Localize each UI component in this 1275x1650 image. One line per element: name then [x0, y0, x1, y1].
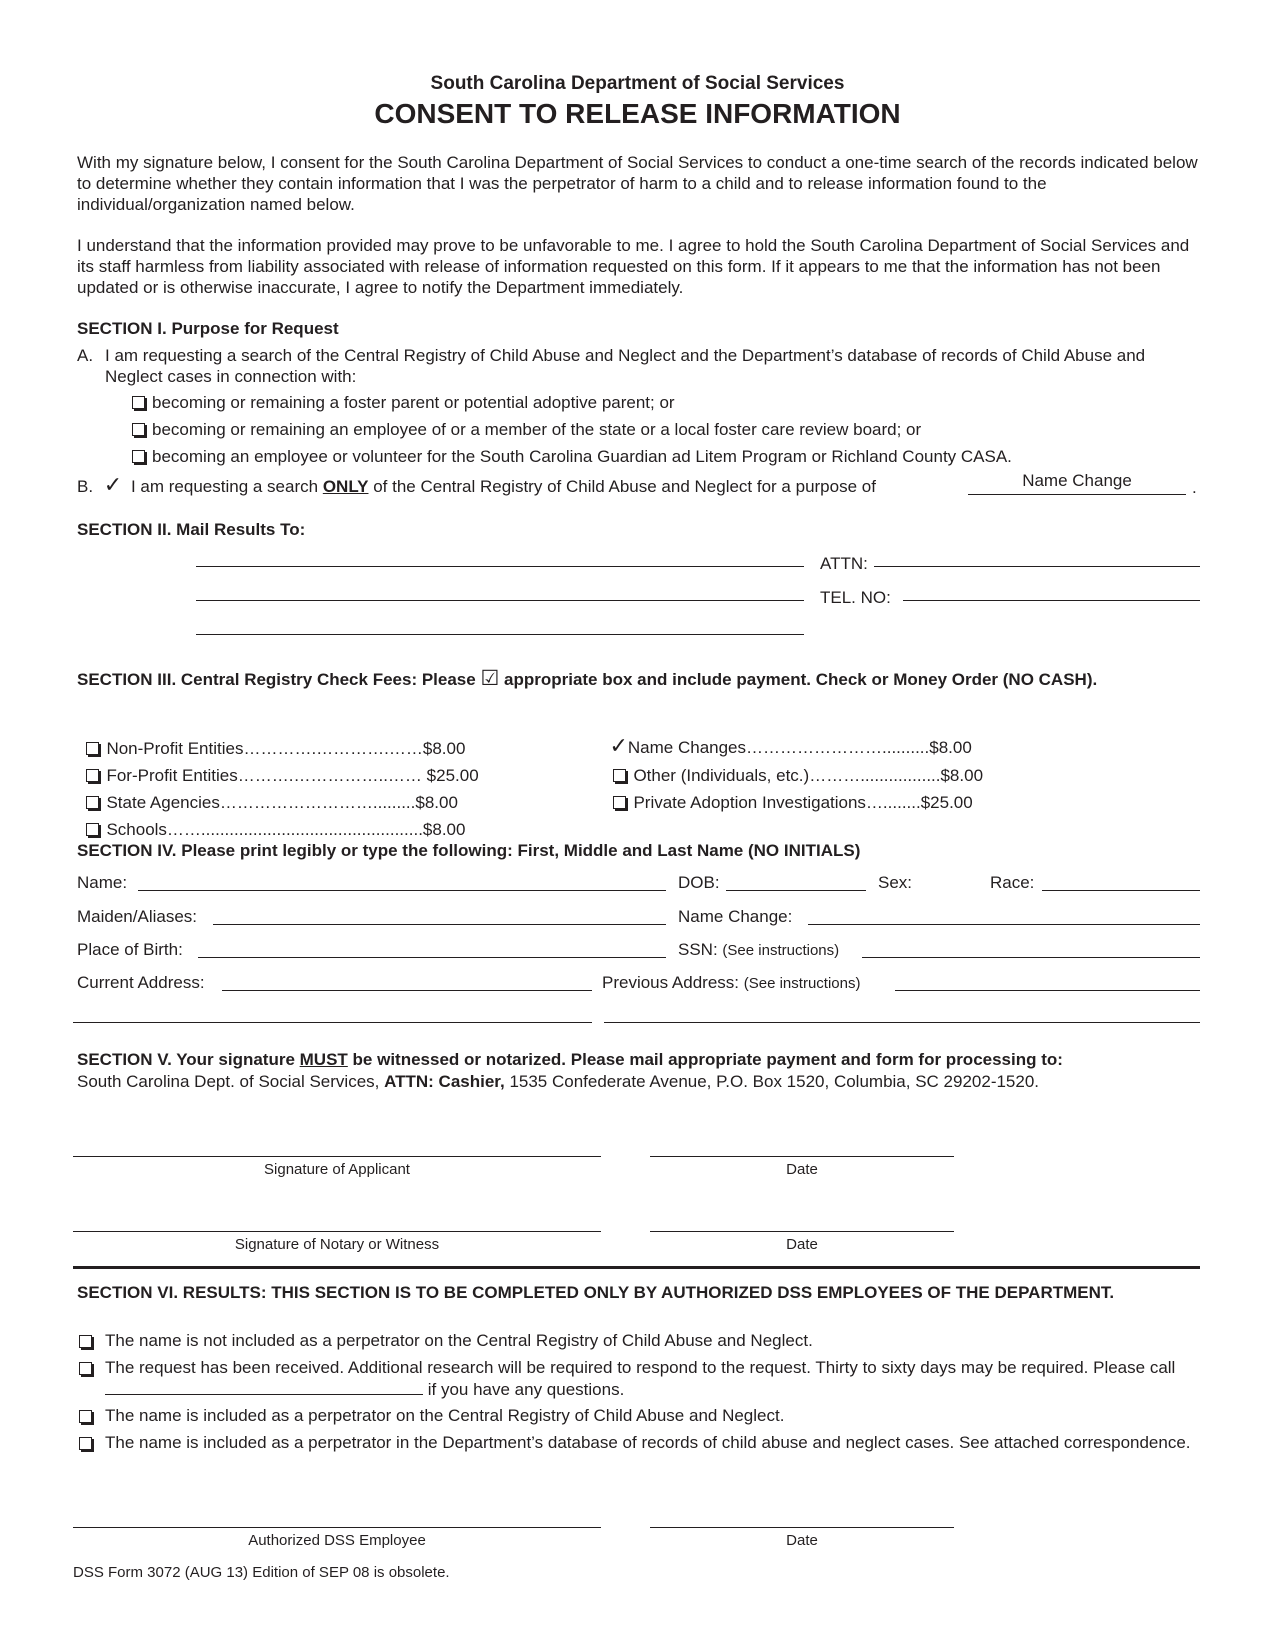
section-4-heading: SECTION IV. Please print legibly or type the following: First, Middle and Last Name (NO INITIALS): [77, 841, 861, 860]
checkbox[interactable]: [132, 396, 145, 409]
mail-line-3[interactable]: [196, 634, 804, 635]
dob-label: DOB:: [678, 873, 720, 892]
applicant-signature-field[interactable]: [73, 1156, 601, 1157]
attn-field[interactable]: [874, 566, 1200, 567]
name-field[interactable]: [138, 890, 666, 891]
notary-date-label: Date: [786, 1236, 818, 1253]
purpose-option-foster[interactable]: becoming or remaining a foster parent or potential adoptive parent; or: [132, 392, 675, 413]
checkbox[interactable]: [613, 796, 626, 809]
notary-signature-field[interactable]: [73, 1231, 601, 1232]
previous-address-label-row: Previous Address: (See instructions): [602, 973, 861, 992]
race-label: Race:: [990, 873, 1035, 892]
current-address-label: Current Address:: [77, 973, 205, 992]
checkmark-icon[interactable]: ✓: [609, 734, 628, 759]
checkbox[interactable]: [86, 823, 99, 836]
applicant-date-label: Date: [786, 1161, 818, 1178]
race-field[interactable]: [1042, 890, 1200, 891]
ssn-field[interactable]: [862, 957, 1200, 958]
section-1-b-row: B. ✓ I am requesting a search ONLY of the Central Registry of Child Abuse and Neglect for a purpose of: [77, 473, 876, 498]
checkbox[interactable]: [132, 450, 145, 463]
current-address-field-2[interactable]: [73, 1022, 592, 1023]
purpose-field-line[interactable]: [968, 494, 1186, 495]
purpose-option-review-board[interactable]: becoming or remaining an employee of or a member of the state or a local foster care review board; or: [132, 419, 921, 440]
sex-label: Sex:: [878, 873, 913, 892]
applicant-signature-label: Signature of Applicant: [264, 1161, 410, 1178]
intro-paragraph-1: With my signature below, I consent for the South Carolina Department of Social Services to conduct a one-time search of the records indicated below to determine whether they contain information that I was the perpetrator of harm to a child and to release information found to the individual/organization named below.: [77, 153, 1198, 214]
result-included-registry[interactable]: The name is included as a perpetrator on the Central Registry of Child Abuse and Neglect.: [77, 1405, 1197, 1426]
dob-field[interactable]: [726, 890, 866, 891]
name-change-field[interactable]: [808, 924, 1200, 925]
applicant-date-field[interactable]: [650, 1156, 954, 1157]
phone-field[interactable]: [105, 1378, 423, 1395]
checkbox[interactable]: [132, 423, 145, 436]
result-received[interactable]: The request has been received. Additional research will be required to respond to the request. Thirty to sixty days may be required. Please call if you have any questions.: [77, 1357, 1197, 1400]
authorized-employee-label: Authorized DSS Employee: [248, 1532, 426, 1549]
fee-schools[interactable]: Schools……...............................................$8.00: [77, 798, 465, 840]
tel-field[interactable]: [903, 600, 1200, 601]
form-title: CONSENT TO RELEASE INFORMATION: [374, 98, 901, 129]
tel-label: TEL. NO:: [820, 588, 891, 607]
purpose-option-guardian[interactable]: becoming an employee or volunteer for the South Carolina Guardian ad Litem Program or Richland County CASA.: [132, 446, 1012, 467]
fee-nonprofit[interactable]: Non-Profit Entities………….………….……$8.00: [77, 717, 465, 759]
checked-box-icon: ☑: [480, 666, 500, 690]
section-divider: [73, 1266, 1200, 1269]
maiden-field[interactable]: [213, 924, 666, 925]
result-included-database[interactable]: The name is included as a perpetrator in the Department’s database of records of child abuse and neglect cases. See attached correspondence.: [77, 1432, 1197, 1453]
name-change-label: Name Change:: [678, 907, 793, 926]
authorized-date-label: Date: [786, 1532, 818, 1549]
previous-address-field[interactable]: [895, 990, 1200, 991]
section-1-a-text: I am requesting a search of the Central Registry of Child Abuse and Neglect and the Department’s database of records of Child Abuse and Neglect cases in connection with:: [105, 346, 1146, 386]
mail-line-1[interactable]: [196, 566, 804, 567]
current-address-field[interactable]: [222, 990, 592, 991]
previous-address-field-2[interactable]: [604, 1022, 1200, 1023]
intro-paragraph-2: I understand that the information provided may prove to be unfavorable to me. I agree to hold the South Carolina Department of Social Services and its staff harmless from liability associated with release of information requested on this form. If it appears to me that the information has not been updated or is otherwise inaccurate, I agree to notify the Department immediately.: [77, 236, 1190, 297]
notary-signature-label: Signature of Notary or Witness: [234, 1236, 440, 1253]
section-1-heading: SECTION I. Purpose for Request: [77, 319, 339, 338]
fee-forprofit[interactable]: For-Profit Entities……….……………..…… $25.00: [77, 744, 479, 786]
fee-other[interactable]: Other (Individuals, etc.)……….................$8.00: [604, 744, 983, 786]
result-not-included[interactable]: The name is not included as a perpetrator on the Central Registry of Child Abuse and Neglect.: [77, 1330, 1197, 1351]
pob-label: Place of Birth:: [77, 940, 183, 959]
authorized-date-field[interactable]: [650, 1527, 954, 1528]
pob-field[interactable]: [198, 957, 666, 958]
mail-line-2[interactable]: [196, 600, 804, 601]
checkbox[interactable]: [79, 1437, 92, 1450]
attn-label: ATTN:: [820, 554, 868, 573]
checkbox[interactable]: [79, 1362, 92, 1375]
checkbox[interactable]: [79, 1410, 92, 1423]
checkbox[interactable]: [79, 1335, 92, 1348]
section-5-heading: SECTION V. Your signature MUST be witnessed or notarized. Please mail appropriate payment and form for processing to:: [77, 1050, 1063, 1069]
section-1-b-marker: B.: [77, 477, 94, 496]
section-1-b-end: .: [1192, 478, 1197, 497]
fee-private-adoption[interactable]: Private Adoption Investigations…........$25.00: [604, 771, 973, 813]
section-3-heading: SECTION III. Central Registry Check Fees: Please ☑ appropriate box and include payment. Check or Money Order (NO CASH).: [77, 666, 1098, 690]
authorized-employee-field[interactable]: [73, 1527, 601, 1528]
section-2-heading: SECTION II. Mail Results To:: [77, 520, 306, 539]
maiden-label: Maiden/Aliases:: [77, 907, 198, 926]
agency-name: South Carolina Department of Social Services: [430, 73, 845, 94]
fee-state-agencies[interactable]: State Agencies……………………….........$8.00: [77, 771, 458, 813]
name-label: Name:: [77, 873, 128, 892]
section-1-a-marker: A.: [77, 346, 94, 365]
fee-name-changes[interactable]: ✓Name Changes……………………..........$8.00: [609, 734, 972, 759]
mailing-address: South Carolina Dept. of Social Services, ATTN: Cashier, 1535 Confederate Avenue, P.O. Box 1520, Columbia, SC 29202-1520.: [77, 1072, 1040, 1091]
checkmark-icon[interactable]: ✓: [103, 473, 123, 498]
purpose-field-value[interactable]: Name Change: [1022, 471, 1132, 490]
notary-date-field[interactable]: [650, 1231, 954, 1232]
ssn-label-row: SSN: (See instructions): [678, 940, 840, 959]
section-6-heading: SECTION VI. RESULTS: THIS SECTION IS TO BE COMPLETED ONLY BY AUTHORIZED DSS EMPLOYEES OF THE DEPARTMENT.: [77, 1283, 1115, 1302]
form-identifier: DSS Form 3072 (AUG 13) Edition of SEP 08 is obsolete.: [73, 1564, 450, 1581]
